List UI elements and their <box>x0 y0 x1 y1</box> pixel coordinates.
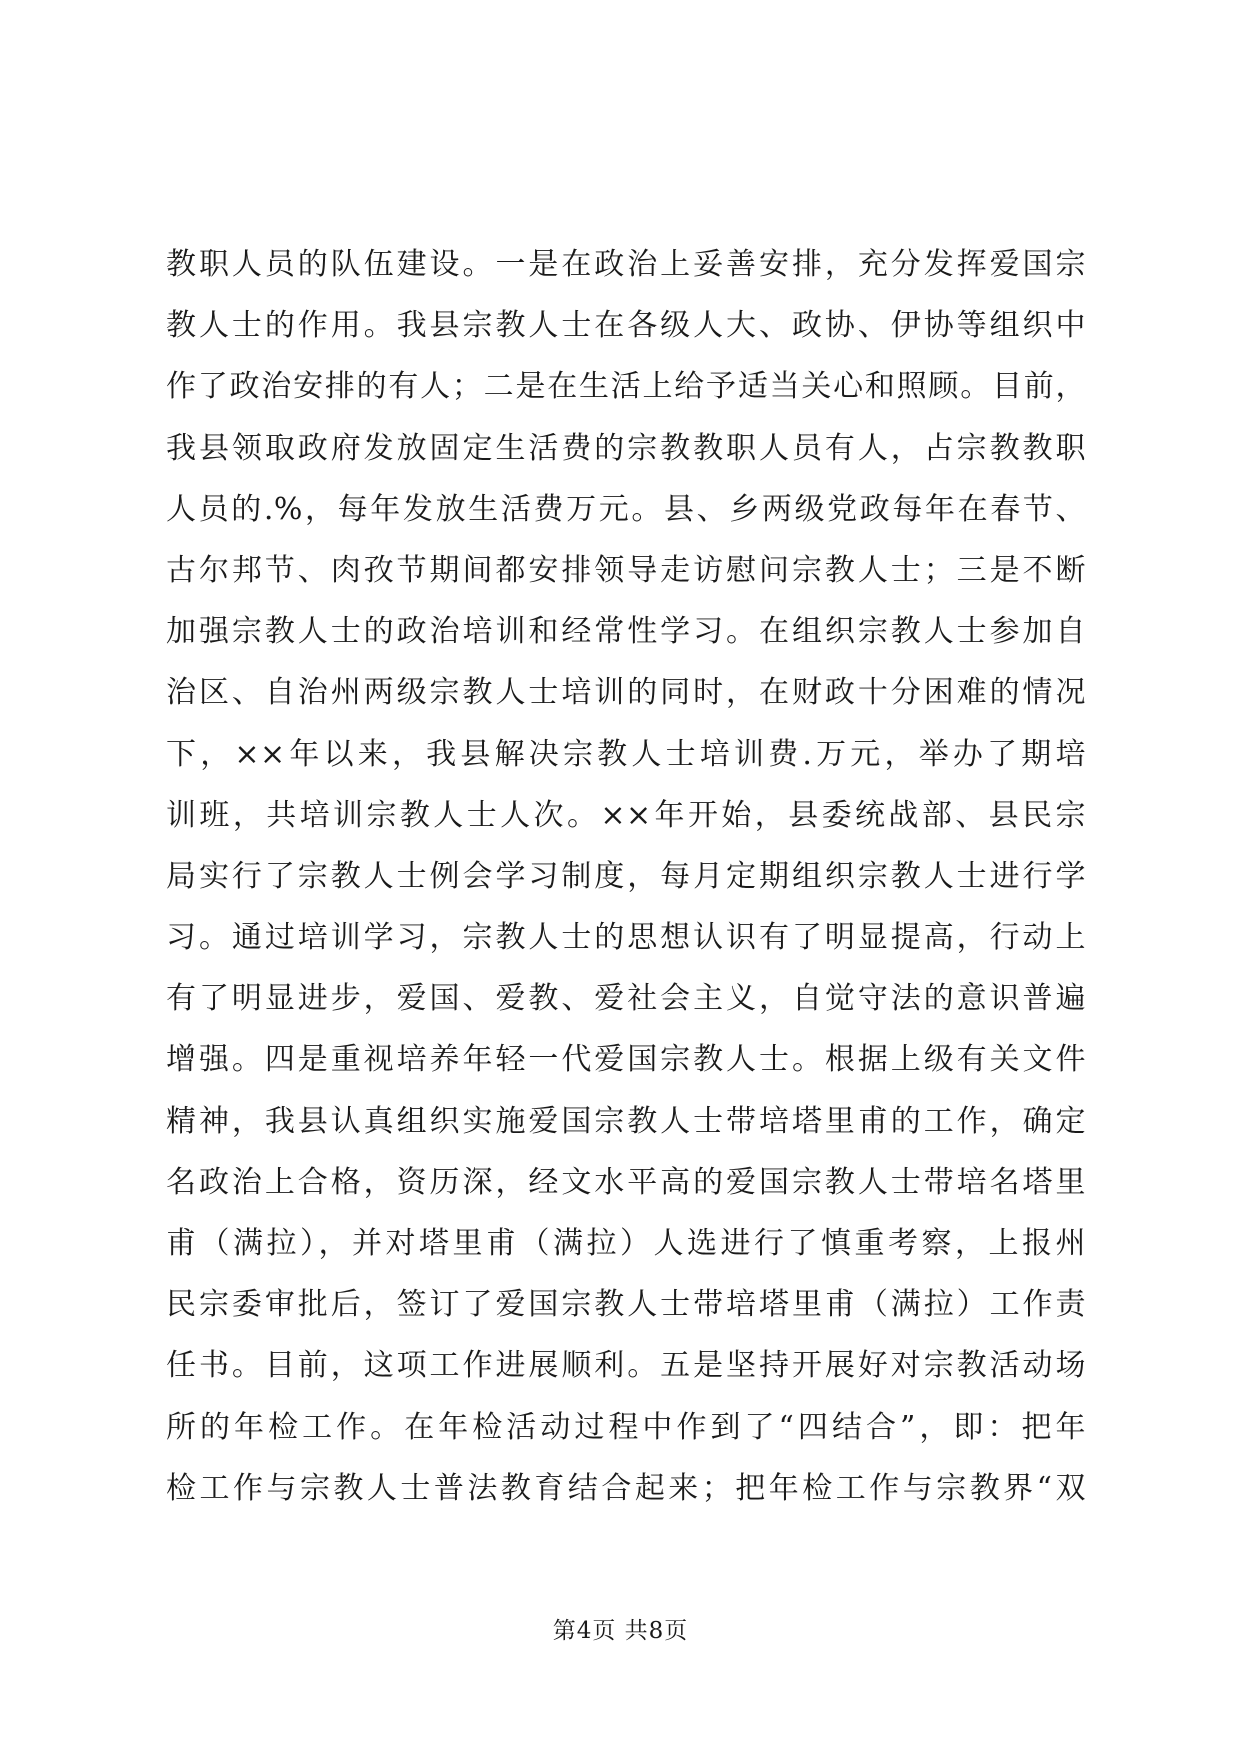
text-line: 训班，共培训宗教人士人次。××年开始，县委统战部、县民宗 <box>166 797 1086 833</box>
text-line: 教人士的作用。我县宗教人士在各级人大、政协、伊协等组织中 <box>166 308 1086 344</box>
text-line: 检工作与宗教人士普法教育结合起来；把年检工作与宗教界“双 <box>166 1470 1086 1506</box>
text-line: 局实行了宗教人士例会学习制度，每月定期组织宗教人士进行学 <box>166 858 1086 894</box>
text-line: 精神，我县认真组织实施爱国宗教人士带培塔里甫的工作，确定 <box>166 1103 1086 1139</box>
text-line: 治区、自治州两级宗教人士培训的同时，在财政十分困难的情况 <box>166 675 1086 711</box>
text-line: 作了政治安排的有人；二是在生活上给予适当关心和照顾。目前， <box>166 369 1086 405</box>
text-line: 我县领取政府发放固定生活费的宗教教职人员有人，占宗教教职 <box>166 430 1086 466</box>
text-line: 习。通过培训学习，宗教人士的思想认识有了明显提高，行动上 <box>166 920 1086 956</box>
text-line: 古尔邦节、肉孜节期间都安排领导走访慰问宗教人士；三是不断 <box>166 552 1086 588</box>
text-line: 人员的.%，每年发放生活费万元。县、乡两级党政每年在春节、 <box>166 491 1086 527</box>
text-line: 加强宗教人士的政治培训和经常性学习。在组织宗教人士参加自 <box>166 614 1086 650</box>
text-line: 民宗委审批后，签订了爱国宗教人士带培塔里甫（满拉）工作责 <box>166 1287 1086 1323</box>
body-text <box>166 234 1086 1519</box>
text-line: 有了明显进步，爱国、爱教、爱社会主义，自觉守法的意识普遍 <box>166 981 1086 1017</box>
text-line: 下，××年以来，我县解决宗教人士培训费.万元，举办了期培 <box>166 736 1086 772</box>
text-line: 教职人员的队伍建设。一是在政治上妥善安排，充分发挥爱国宗 <box>166 247 1086 282</box>
text-line: 名政治上合格，资历深，经文水平高的爱国宗教人士带培名塔里 <box>166 1164 1086 1200</box>
text-line: 增强。四是重视培养年轻一代爱国宗教人士。根据上级有关文件 <box>166 1042 1086 1078</box>
page-number-footer: 第4页 共8页 <box>552 1618 689 1644</box>
text-line: 任书。目前，这项工作进展顺利。五是坚持开展好对宗教活动场 <box>166 1348 1086 1384</box>
text-line: 所的年检工作。在年检活动过程中作到了“四结合”，即：把年 <box>166 1409 1086 1445</box>
text-line: 甫（满拉），并对塔里甫（满拉）人选进行了慎重考察，上报州 <box>166 1226 1086 1261</box>
